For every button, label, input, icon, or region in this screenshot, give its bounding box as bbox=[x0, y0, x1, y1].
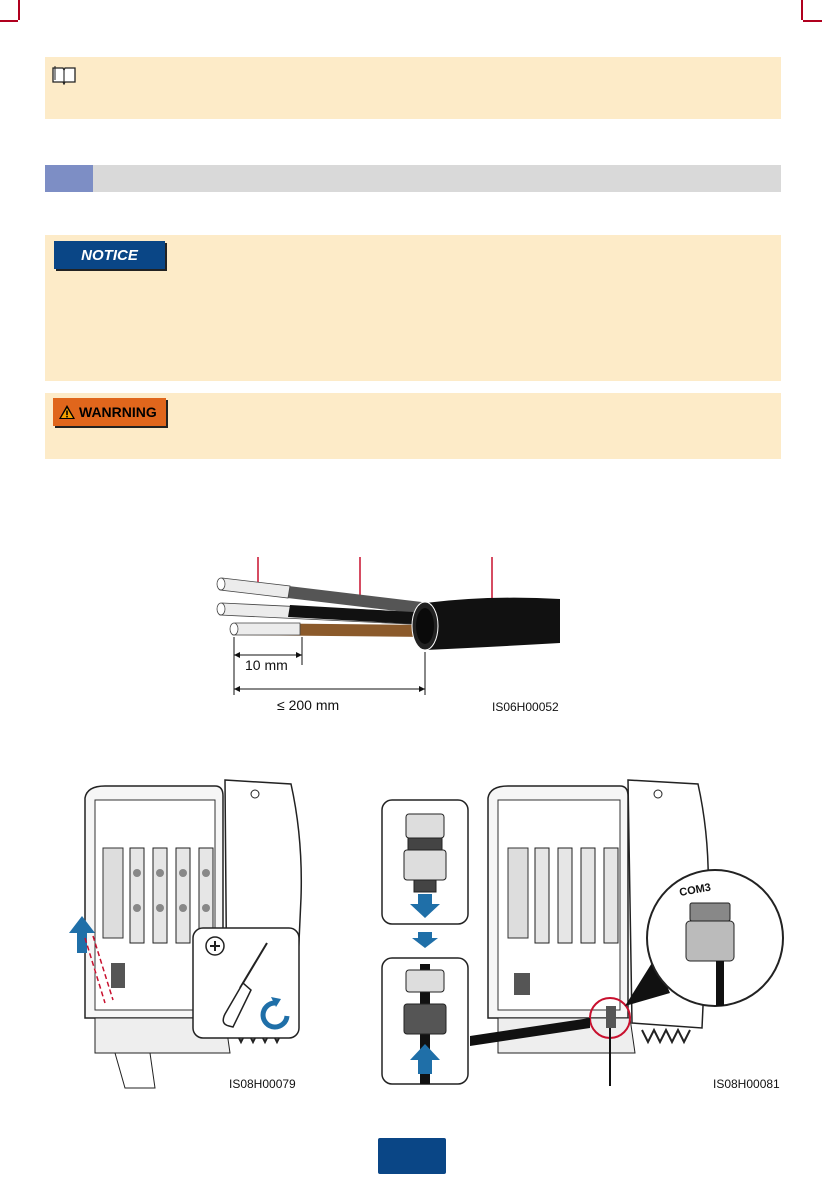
figure-code-cable: IS06H00052 bbox=[492, 700, 559, 714]
max-length-label: ≤ 200 mm bbox=[277, 697, 340, 713]
notice-label: NOTICE bbox=[54, 241, 165, 269]
strip-length-label: 10 mm bbox=[245, 657, 288, 673]
crop-mark-top-left-h bbox=[0, 20, 18, 22]
cable-strip-figure bbox=[200, 555, 580, 715]
figure-code-left: IS08H00079 bbox=[229, 1077, 296, 1091]
notice-box bbox=[45, 235, 781, 381]
section-number-block bbox=[45, 165, 93, 192]
com3-port-label: COM3 bbox=[678, 881, 712, 899]
warning-label-text: WANRNING bbox=[79, 404, 157, 420]
device-cable-connection-figure bbox=[380, 778, 785, 1088]
crop-mark-top-right-h bbox=[803, 20, 822, 22]
device-open-cover-figure bbox=[55, 778, 315, 1098]
section-heading-bar bbox=[45, 165, 781, 192]
crop-mark-top-left-v bbox=[18, 0, 20, 20]
note-box bbox=[45, 57, 781, 119]
book-icon bbox=[51, 65, 77, 85]
page-number-badge bbox=[378, 1138, 446, 1174]
warning-label bbox=[53, 398, 166, 426]
warning-triangle-icon bbox=[58, 404, 76, 420]
figure-code-right: IS08H00081 bbox=[713, 1077, 780, 1091]
warning-box bbox=[45, 393, 781, 459]
crop-mark-top-right-v bbox=[801, 0, 803, 20]
